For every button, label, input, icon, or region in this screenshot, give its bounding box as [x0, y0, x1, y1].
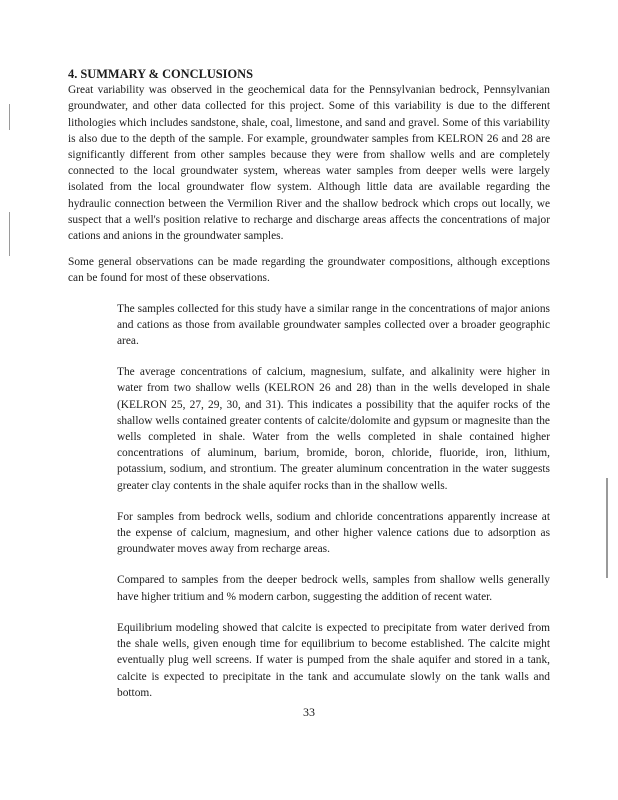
page-number: 33: [303, 705, 315, 719]
observations-intro-paragraph: Some general observations can be made regarding the groundwater compositions, although exceptions can be found for most of these observations.: [68, 256, 550, 285]
observation-paragraph: The average concentrations of calcium, magnesium, sulfate, and alkalinity were higher in water from two shallow wells (KELRON 26 and 28) than in the wells developed in shale (KELRON 25, 27, 29, 30, and 31). This indicates a possibility that the aquifer rocks of the shallow wells contained greater contents of calcite/dolomite and gypsum or magnesite than the wells completed in shale. Water from the wells completed in shale contained higher concentrations of aluminum, barium, bromide, boron, chloride, fluoride, iron, lithium, potassium, sodium, and strontium. The greater aluminum concentration in the water suggests greater clay contents in the shale aquifer rocks than in the shallow wells.: [117, 366, 550, 492]
scan-edge-mark-left-2: [9, 212, 10, 256]
observation-paragraph: Equilibrium modeling showed that calcite is expected to precipitate from water derived from the shale wells, given enough time for equilibrium to become established. The calcite might eventually plug well screens. If water is pumped from the shale aquifer and stored in a tank, calcite is expected to precipitate in the tank and accumulate slowly on the tank walls and bottom.: [117, 621, 550, 699]
scan-edge-mark-left-1: [9, 104, 10, 130]
observation-paragraph: Compared to samples from the deeper bedrock wells, samples from shallow wells generally have higher tritium and % modern carbon, suggesting the addition of recent water.: [117, 574, 550, 603]
intro-paragraph: Great variability was observed in the geochemical data for the Pennsylvanian bedrock, Pennsylvanian groundwater, and other data collected for this project. Some of this variability is due to the different lithologies which includes sandstone, shale, coal, limestone, and sand and gravel. Some of this variability is also due to the depth of the sample. For example, groundwater samples from KELRON 26 and 28 are significantly different from other samples because they were from shallow wells and are completely connected to the local groundwater system, whereas water samples from deeper wells were largely isolated from the local groundwater flow system. Although little data are available regarding the hydraulic connection between the Vermilion River and the shallow bedrock which crops out locally, we suspect that a well's position relative to recharge and discharge areas affects the concentrations of major cations and anions in the groundwater samples.: [68, 84, 550, 243]
document-body: [68, 66, 550, 716]
observations-list: [117, 301, 550, 701]
scan-edge-mark-right: [606, 478, 608, 578]
observation-paragraph: For samples from bedrock wells, sodium and chloride concentrations apparently increase at the expense of calcium, magnesium, and other higher valence cations due to adsorption as groundwater moves away from recharge areas.: [117, 510, 550, 556]
observation-paragraph: The samples collected for this study have a similar range in the concentrations of major anions and cations as those from available groundwater samples collected over a broader geographic area.: [117, 302, 550, 348]
section-heading: 4. SUMMARY & CONCLUSIONS: [68, 67, 253, 81]
